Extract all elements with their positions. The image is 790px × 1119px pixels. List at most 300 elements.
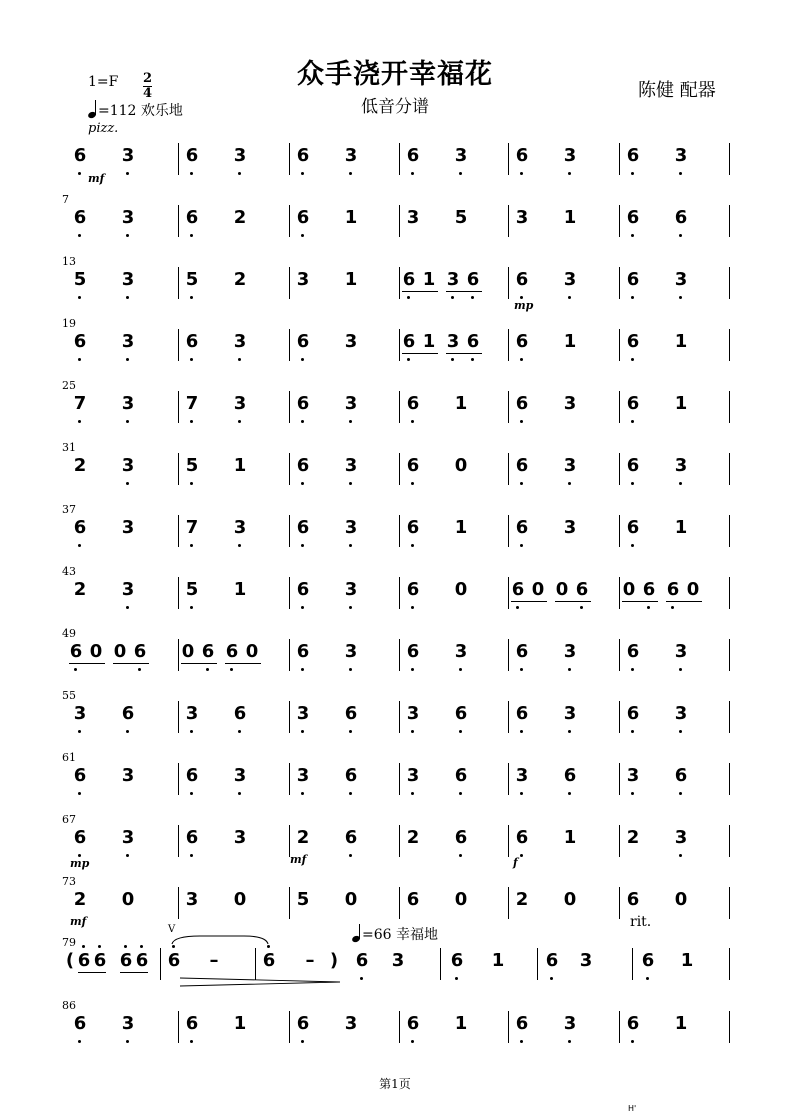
note: 6 [295,207,311,228]
barline [729,825,730,857]
low-octave-dot [78,358,81,361]
barline [729,887,730,919]
score-row [0,999,790,1071]
low-octave-dot [138,668,141,671]
barline [729,267,730,299]
note: 1 [563,331,577,352]
beam-underline [181,663,217,664]
measure-number: 49 [62,627,76,640]
score-row [0,924,790,1008]
measure-number: 43 [62,565,76,578]
note: 3 [120,331,136,352]
low-octave-dot [568,296,571,299]
time-top: 2 [143,71,153,86]
low-octave-dot [580,606,583,609]
barline [619,453,620,485]
low-octave-dot [349,792,352,795]
low-octave-dot [471,358,474,361]
note: 6 [514,331,530,352]
low-octave-dot [190,854,193,857]
note: 0 [454,455,468,476]
low-octave-dot [230,668,233,671]
low-octave-dot [190,730,193,733]
note: 3 [563,517,577,538]
low-octave-dot [451,296,454,299]
barline [289,639,290,671]
note: 6 [514,145,530,166]
low-octave-dot [411,172,414,175]
eighth-note: 1 [422,269,436,290]
note: 6 [405,455,421,476]
eighth-note: 6 [401,269,417,290]
note: 6 [295,393,311,414]
tempo-text: =112 欢乐地 [98,103,183,119]
low-octave-dot [411,730,414,733]
note: 6 [406,889,420,910]
note: 6 [625,641,641,662]
barline [508,453,509,485]
note: 6 [405,517,421,538]
note: 6 [514,1013,530,1034]
low-octave-dot [78,420,81,423]
eighth-note: 6 [401,331,417,352]
eighth-note: 6 [574,579,590,600]
note: 6 [72,765,88,786]
rest-dash: – [209,950,219,971]
note: 6 [625,331,641,352]
low-octave-dot [349,482,352,485]
low-octave-dot [301,482,304,485]
note: 6 [673,765,689,786]
half-note: 6 [166,950,182,971]
note: 6 [295,455,311,476]
note: 7 [72,393,88,414]
note: 3 [391,950,405,971]
note: 5 [454,207,468,228]
low-octave-dot [407,296,410,299]
note: 3 [563,393,577,414]
note: 3 [453,145,469,166]
note: 3 [673,641,689,662]
beam-underline [69,663,105,664]
low-octave-dot [411,544,414,547]
note: 3 [625,765,641,786]
note: 2 [233,207,247,228]
barline [399,205,400,237]
note: 6 [453,765,469,786]
note: 3 [295,703,311,724]
note: 6 [453,703,469,724]
low-octave-dot [74,668,77,671]
barline [508,143,509,175]
note: 3 [514,765,530,786]
barline [399,1011,400,1043]
eighth-note: 6 [641,579,657,600]
low-octave-dot [349,668,352,671]
barline [508,701,509,733]
barline [508,1011,509,1043]
low-octave-dot [126,172,129,175]
high-octave-dot [98,945,101,948]
low-octave-dot [238,792,241,795]
paren-open: ( [65,950,75,971]
note: 6 [343,703,359,724]
note: 6 [72,331,88,352]
note: 7 [184,393,200,414]
barline [399,701,400,733]
note: 1 [233,455,247,476]
note: 6 [514,703,530,724]
barline [508,267,509,299]
low-octave-dot [520,668,523,671]
low-octave-dot [679,234,682,237]
barline [508,763,509,795]
low-octave-dot [516,606,519,609]
low-octave-dot [459,172,462,175]
note: 3 [562,269,578,290]
low-octave-dot [459,792,462,795]
note: 3 [343,145,359,166]
barline [399,391,400,423]
high-octave-dot [172,945,175,948]
note: 5 [184,455,200,476]
note: 1 [674,331,688,352]
low-octave-dot [679,172,682,175]
note: 1 [344,207,358,228]
note: 6 [514,827,530,848]
score-row [0,627,790,699]
beam-underline [622,601,658,602]
eighth-note: 0 [89,641,103,662]
barline [178,1011,179,1043]
low-octave-dot [679,730,682,733]
note: 6 [625,207,641,228]
low-octave-dot [411,792,414,795]
note: 6 [625,703,641,724]
low-octave-dot [301,792,304,795]
low-octave-dot [301,172,304,175]
low-octave-dot [349,420,352,423]
low-octave-dot [568,482,571,485]
note: 3 [120,393,136,414]
beam-underline [402,353,438,354]
low-octave-dot [520,854,523,857]
barline [178,205,179,237]
note: 3 [232,765,248,786]
barline [289,267,290,299]
note: 6 [625,1013,641,1034]
time-signature [143,72,152,101]
note: 6 [72,1013,88,1034]
low-octave-dot [78,172,81,175]
eighth-note: 3 [445,331,461,352]
low-octave-dot [301,358,304,361]
note: 3 [673,269,689,290]
note: 3 [72,703,88,724]
barline [178,763,179,795]
note: 6 [184,145,200,166]
eighth-note: 6 [200,641,216,662]
barline [178,515,179,547]
measure-number: 37 [62,503,76,516]
note: 6 [562,765,578,786]
barline [619,887,620,919]
note: 5 [184,269,200,290]
barline [508,329,509,361]
low-octave-dot [301,730,304,733]
barline [729,701,730,733]
note: 3 [343,517,359,538]
low-octave-dot [238,172,241,175]
note: 2 [73,455,87,476]
low-octave-dot [190,482,193,485]
barline [289,391,290,423]
barline [160,948,161,980]
barline [399,763,400,795]
barline [619,267,620,299]
barline [729,143,730,175]
note: 3 [673,703,689,724]
note: 1 [674,1013,688,1034]
measure-number: 31 [62,441,76,454]
note: 3 [673,145,689,166]
high-octave-dot [124,945,127,948]
low-octave-dot [631,730,634,733]
bow-mark: V [168,924,176,935]
beam-underline [225,663,261,664]
note: 2 [233,269,247,290]
barline [399,825,400,857]
note: 6 [514,393,530,414]
note: 3 [405,765,421,786]
measure-number: 7 [62,193,69,206]
rit-marking: rit. [630,914,652,930]
high-octave-dot [82,945,85,948]
low-octave-dot [360,977,363,980]
note: 6 [405,393,421,414]
barline [537,948,538,980]
rest-dash: – [305,950,315,971]
barline [440,948,441,980]
paren-close: ) [329,950,339,971]
score-row [0,565,790,637]
note: 6 [514,641,530,662]
note: 3 [295,765,311,786]
note: 2 [296,827,310,848]
low-octave-dot [126,1040,129,1043]
note: 3 [120,579,136,600]
note: 1 [680,950,694,971]
low-octave-dot [631,172,634,175]
eighth-note: 6 [68,641,84,662]
note: 2 [73,889,87,910]
low-octave-dot [190,1040,193,1043]
low-octave-dot [126,730,129,733]
note: 2 [626,827,640,848]
note: 6 [184,827,200,848]
eighth-note: 6 [465,269,481,290]
low-octave-dot [301,544,304,547]
score-row [0,143,790,203]
barline [508,887,509,919]
page-subtitle: 低音分谱 [361,97,429,117]
low-octave-dot [520,730,523,733]
note: 2 [515,889,529,910]
note: 3 [562,145,578,166]
high-octave-dot [140,945,143,948]
note: 3 [673,455,689,476]
barline [729,948,730,980]
barline [399,577,400,609]
note: 6 [625,455,641,476]
dynamic-mp: mp [70,857,90,870]
note: 3 [343,393,359,414]
quarter-note-icon [88,100,98,118]
low-octave-dot [349,730,352,733]
note: 6 [72,145,88,166]
score-row [0,193,790,265]
beam-underline [555,601,591,602]
note: 6 [625,269,641,290]
note: 6 [295,641,311,662]
note: 6 [626,889,640,910]
score-row [0,317,790,389]
low-octave-dot [190,172,193,175]
note: 3 [344,1013,358,1034]
barline [399,515,400,547]
note: 6 [453,827,469,848]
note: 1 [674,517,688,538]
note: 6 [184,331,200,352]
note: 6 [449,950,465,971]
low-octave-dot [520,482,523,485]
barline [619,1011,620,1043]
tempo-change-text: =66 幸福地 [362,927,438,943]
note: 3 [232,331,248,352]
note: 3 [184,703,200,724]
note: 6 [514,269,530,290]
barline [508,515,509,547]
eighth-note: 1 [422,331,436,352]
note: 6 [184,207,200,228]
note: 3 [232,145,248,166]
low-octave-dot [520,544,523,547]
score-row [0,255,790,327]
note: 7 [184,517,200,538]
note: 3 [121,517,135,538]
low-octave-dot [671,606,674,609]
barline [289,577,290,609]
low-octave-dot [568,792,571,795]
note: 0 [674,889,688,910]
eighth-note: 6 [465,331,481,352]
measure-number: 55 [62,689,76,702]
note: 6 [184,765,200,786]
low-octave-dot [190,358,193,361]
note: 6 [405,579,421,600]
eighth-note: 0 [686,579,700,600]
note: 3 [120,455,136,476]
dynamic-mf: mf [88,172,105,185]
low-octave-dot [301,234,304,237]
note: 6 [405,641,421,662]
dynamic-mf: mf [290,853,307,866]
low-octave-dot [411,606,414,609]
low-octave-dot [206,668,209,671]
note: 1 [454,517,468,538]
low-octave-dot [568,730,571,733]
low-octave-dot [126,420,129,423]
note: 6 [295,1013,311,1034]
note: 6 [184,1013,200,1034]
note: 6 [514,517,530,538]
low-octave-dot [631,1040,634,1043]
dynamic-mf: mf [70,915,87,928]
low-octave-dot [301,420,304,423]
note: 1 [674,393,688,414]
note: 5 [184,579,200,600]
note-stem [359,924,360,939]
score-row [0,441,790,513]
barline [508,205,509,237]
beam-underline [402,291,438,292]
note: 3 [406,207,420,228]
note: 0 [454,579,468,600]
barline [289,205,290,237]
note: 1 [491,950,505,971]
low-octave-dot [411,420,414,423]
beam-underline [120,972,148,973]
low-octave-dot [78,1040,81,1043]
note: 3 [232,517,248,538]
barline [729,577,730,609]
note: 3 [120,145,136,166]
low-octave-dot [238,544,241,547]
low-octave-dot [568,668,571,671]
eighth-note: 6 [134,950,150,971]
low-octave-dot [568,1040,571,1043]
score-row [0,379,790,451]
low-octave-dot [520,172,523,175]
barline [178,577,179,609]
corner-mark: H' [628,1104,637,1113]
low-octave-dot [78,792,81,795]
beam-underline [113,663,149,664]
eighth-note: 6 [665,579,681,600]
barline [729,763,730,795]
note: 3 [296,269,310,290]
barline [289,887,290,919]
note: 3 [562,1013,578,1034]
barline [399,639,400,671]
low-octave-dot [190,234,193,237]
barline [289,453,290,485]
low-octave-dot [349,172,352,175]
note: 1 [233,579,247,600]
barline [619,515,620,547]
low-octave-dot [451,358,454,361]
dynamic-mp: mp [514,299,534,312]
low-octave-dot [647,606,650,609]
note: 6 [295,579,311,600]
low-octave-dot [126,606,129,609]
barline [399,143,400,175]
score-row [0,751,790,823]
barline [178,453,179,485]
low-octave-dot [301,1040,304,1043]
tempo-marking [88,100,183,120]
note: 6 [72,827,88,848]
